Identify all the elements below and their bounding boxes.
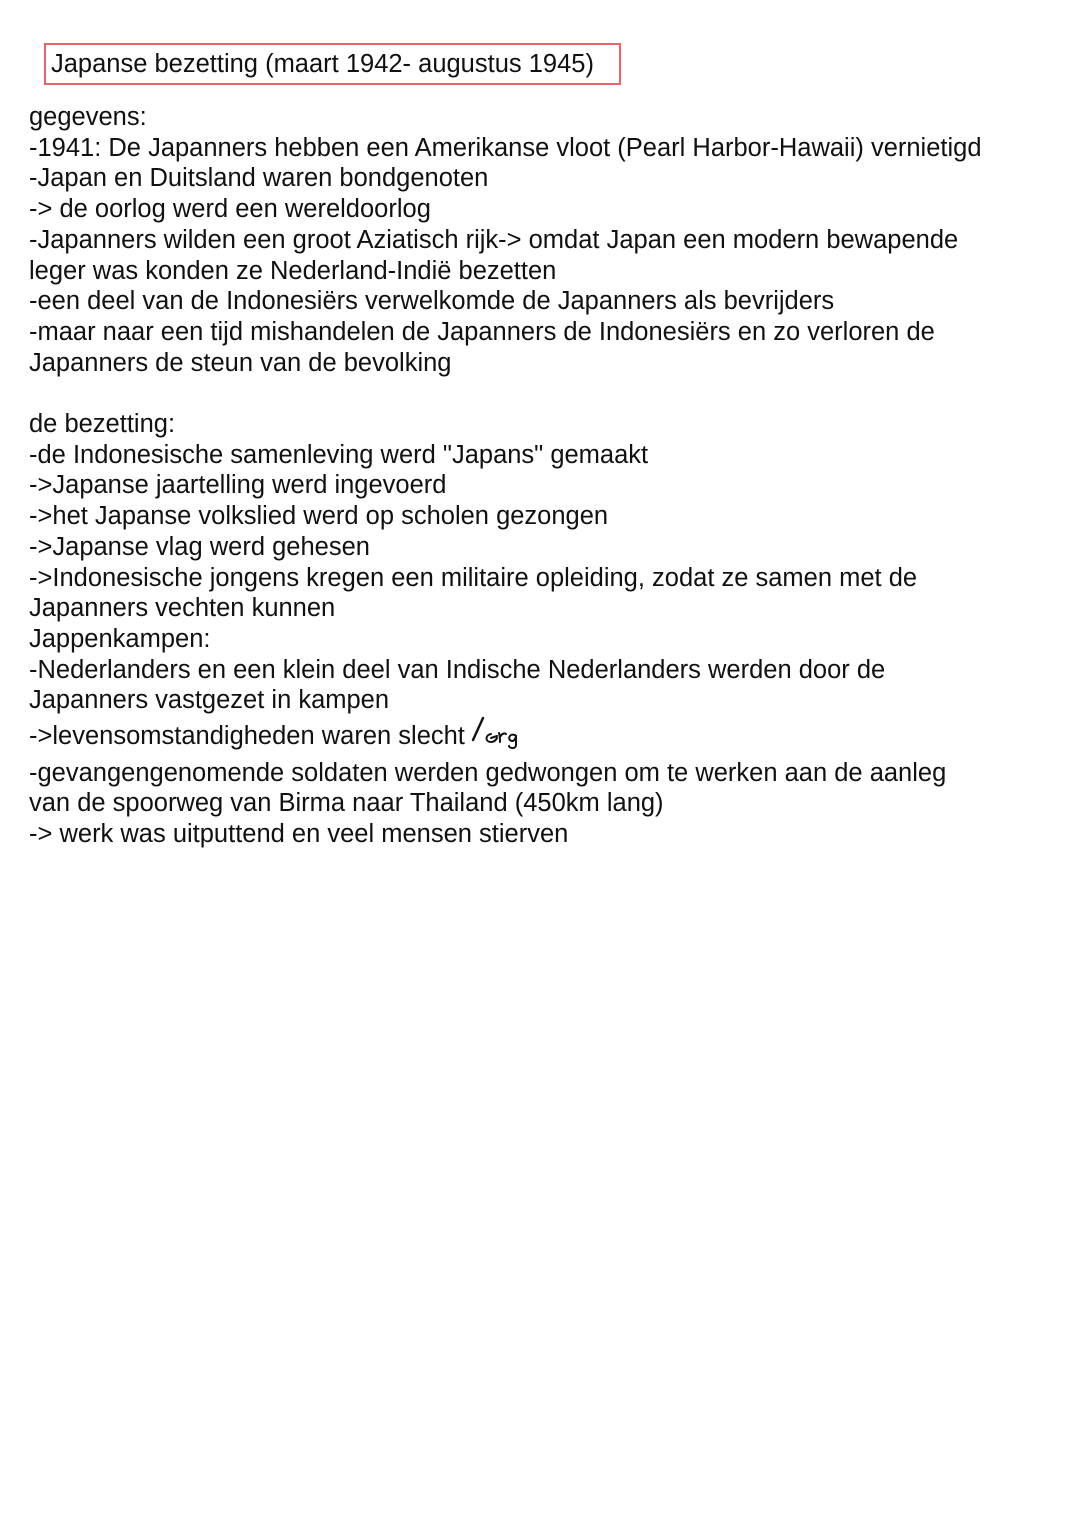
text-line: ->Japanse jaartelling werd ingevoerd bbox=[29, 471, 447, 500]
text-line: van de spoorweg van Birma naar Thailand (450km lang) bbox=[29, 789, 664, 818]
blank-line bbox=[29, 378, 1069, 409]
text-line: -de Indonesische samenleving werd "Japans" gemaakt bbox=[29, 440, 649, 469]
text-line: ->Japanse vlag werd gehesen bbox=[29, 532, 370, 561]
text-line: -Japan en Duitsland waren bondgenoten bbox=[29, 164, 489, 193]
notes-body bbox=[29, 102, 1069, 850]
text-span: ->levensomstandigheden waren slecht bbox=[29, 722, 465, 751]
section-heading-jappenkampen: Jappenkampen: bbox=[29, 624, 211, 653]
text-line: leger was konden ze Nederland-Indië bezetten bbox=[29, 256, 557, 285]
handwritten-note-graphic bbox=[471, 716, 527, 750]
text-line: -Japanners wilden een groot Aziatisch rijk-> omdat Japan een modern bewapende bbox=[29, 225, 959, 254]
text-line: -gevangengenomende soldaten werden gedwongen om te werken aan de aanleg bbox=[29, 758, 947, 787]
section-heading-bezetting: de bezetting: bbox=[29, 410, 176, 439]
text-line: -maar naar een tijd mishandelen de Japanners de Indonesiërs en zo verloren de bbox=[29, 317, 935, 346]
text-line: -een deel van de Indonesiërs verwelkomde de Japanners als bevrijders bbox=[29, 287, 835, 316]
text-line-with-note bbox=[29, 716, 1069, 758]
section-heading-gegevens: gegevens: bbox=[29, 103, 147, 131]
page-title: Japanse bezetting (maart 1942- augustus 1945) bbox=[44, 43, 621, 85]
text-line: -Nederlanders en een klein deel van Indische Nederlanders werden door de bbox=[29, 655, 886, 684]
handwritten-note bbox=[471, 716, 527, 758]
text-line: Japanners de steun van de bevolking bbox=[29, 348, 452, 377]
text-line: -1941: De Japanners hebben een Amerikanse vloot (Pearl Harbor-Hawaii) vernietigd bbox=[29, 133, 982, 162]
text-line: Japanners vastgezet in kampen bbox=[29, 686, 390, 715]
text-line: ->Indonesische jongens kregen een militaire opleiding, zodat ze samen met de bbox=[29, 563, 918, 592]
text-line: -> de oorlog werd een wereldoorlog bbox=[29, 195, 431, 224]
text-line: Japanners vechten kunnen bbox=[29, 594, 336, 623]
text-line: -> werk was uitputtend en veel mensen stierven bbox=[29, 820, 569, 849]
text-line: ->het Japanse volkslied werd op scholen gezongen bbox=[29, 502, 609, 531]
